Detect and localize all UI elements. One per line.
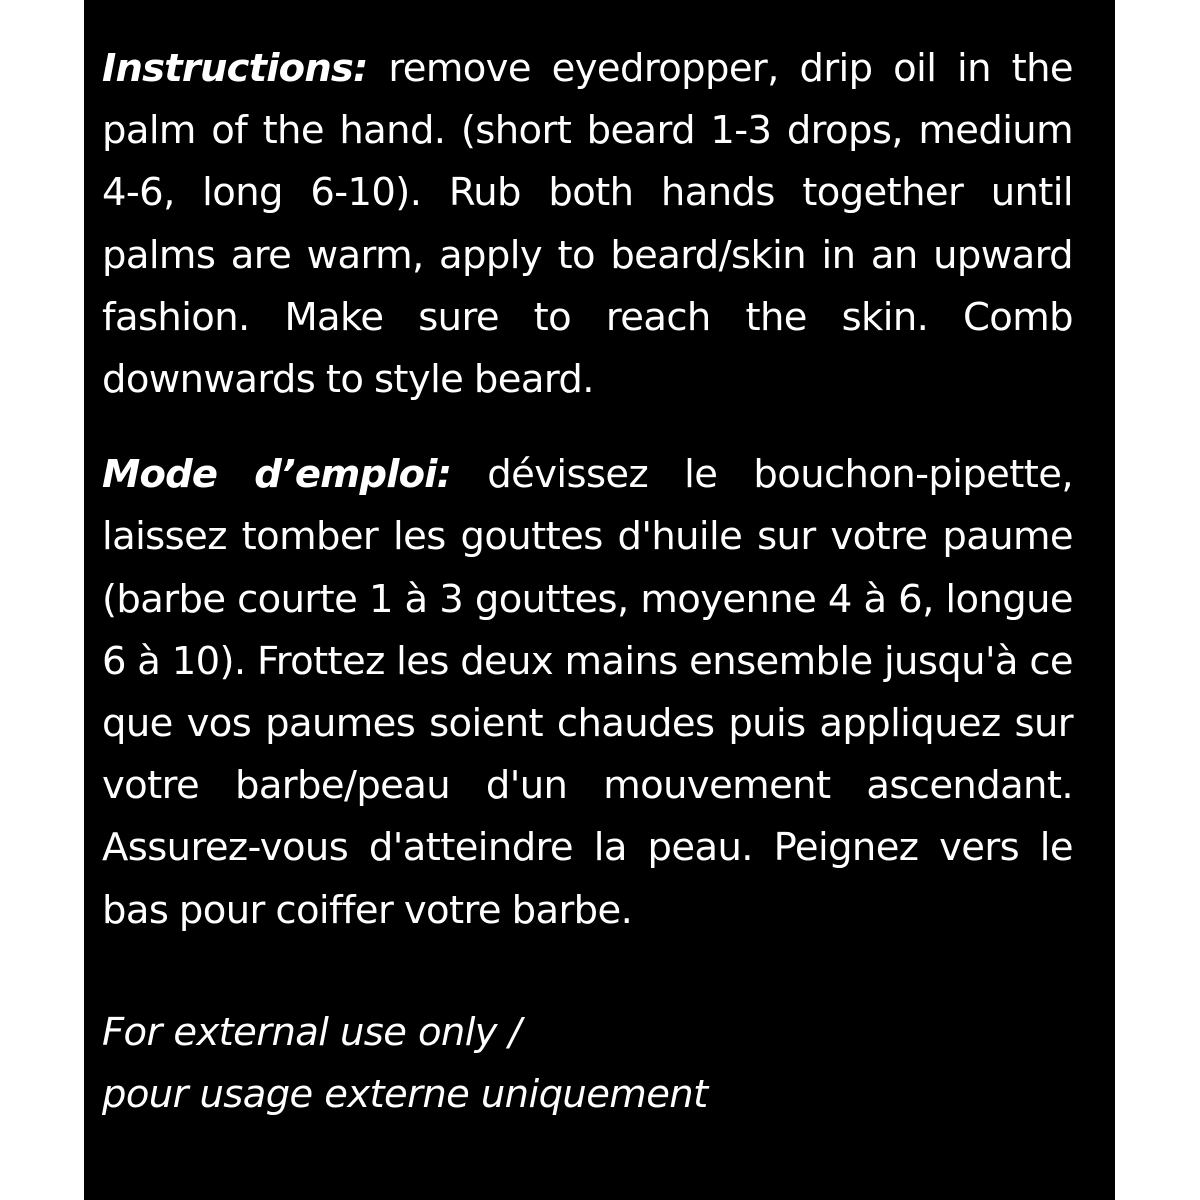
instructions-text: remove eyedropper, drip oil in the palm of the hand. (short beard 1-3 drops, medium 4-6, long 6-10). Rub both hands together until palms are warm, apply to beard/skin in an upward fashion. Make sure to reach the skin. Comb downwards to style beard.	[102, 46, 1073, 403]
instructions-paragraph	[102, 38, 1073, 411]
mode-emploi-text: dévissez le bouchon-pipette, laissez tomber les gouttes d'huile sur votre paume (barbe courte 1 à 3 gouttes, moyenne 4 à 6, longue 6 à 10). Frottez les deux mains ensemble jusqu'à ce que vos paumes soient chaudes puis appliquez sur votre barbe/peau d'un mouvement ascendant. Assurez-vous d'atteindre la peau. Peignez vers le bas pour coiffer votre barbe.	[102, 452, 1073, 933]
label-panel	[84, 0, 1115, 1200]
mode-emploi-heading: Mode d’emploi:	[102, 452, 452, 498]
warning-line-english: For external use only /	[102, 1009, 522, 1055]
external-use-warning	[102, 1002, 1073, 1126]
instructions-heading: Instructions:	[102, 46, 368, 91]
mode-emploi-paragraph	[102, 444, 1073, 942]
warning-line-french: pour usage externe uniquement	[102, 1072, 708, 1118]
